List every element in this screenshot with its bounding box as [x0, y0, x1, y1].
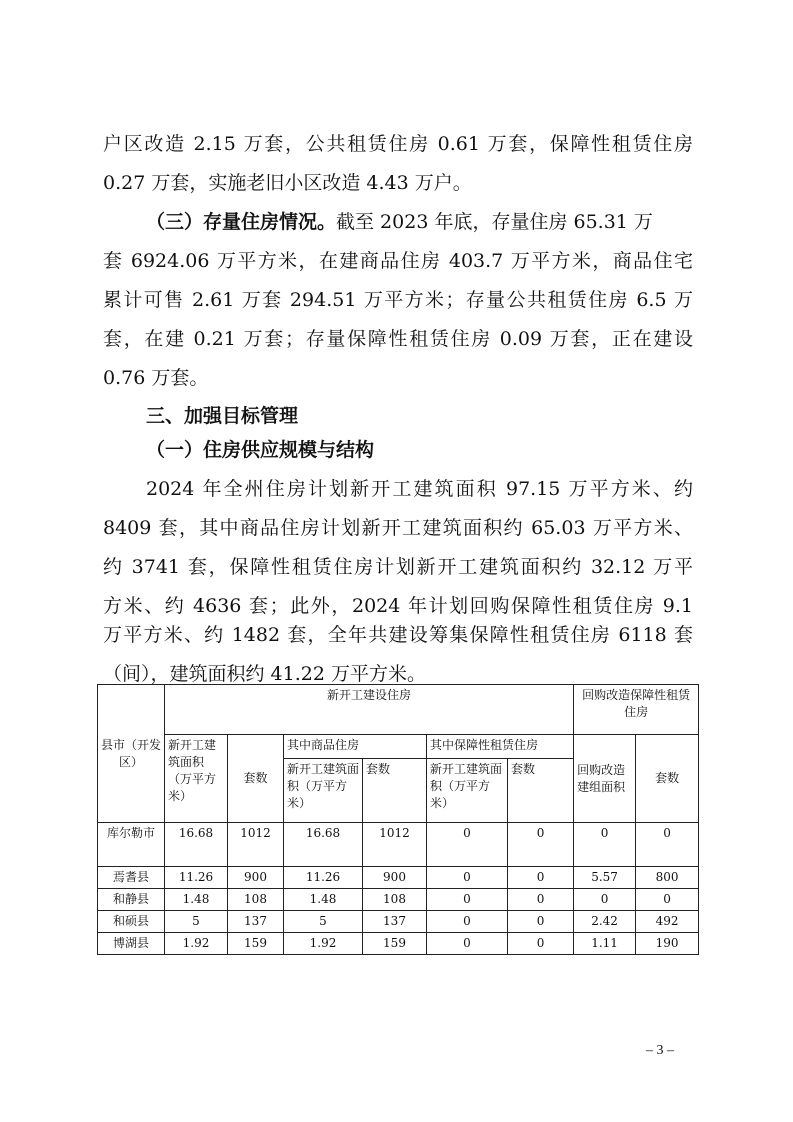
cell-commercial-area: 11.26 — [284, 867, 363, 889]
cell-buyback-area: 2.42 — [574, 911, 636, 933]
table-row — [98, 889, 699, 911]
header-rental-area: 新开工建筑面积（万平方米） — [427, 759, 508, 823]
paragraph-line: 2024 年全州住房计划新开工建筑面积 97.15 万平方米、约 — [146, 478, 693, 500]
paragraph-line: 8409 套，其中商品住房计划新开工建筑面积约 65.03 万平方米、 — [103, 517, 693, 539]
paragraph-line: 0.76 万套。 — [103, 367, 209, 389]
section-heading: 三、加强目标管理 — [146, 405, 299, 427]
cell-rental-area: 0 — [427, 911, 508, 933]
header-commercial: 其中商品住房 — [284, 735, 427, 759]
cell-buyback-units: 800 — [636, 867, 699, 889]
cell-area: 1.48 — [165, 889, 228, 911]
header-buyback: 回购改造保障性租赁住房 — [574, 685, 699, 735]
header-area-total: 新开工建筑面积（万平方米） — [165, 735, 228, 823]
cell-buyback-units: 190 — [636, 933, 699, 955]
cell-units: 1012 — [228, 823, 284, 867]
table-header-row — [98, 685, 699, 735]
subsection-label: （三）存量住房情况。 — [146, 211, 337, 233]
cell-rental-area: 0 — [427, 823, 508, 867]
cell-units: 159 — [228, 933, 284, 955]
header-buyback-area: 回购改造建组面积 — [574, 735, 636, 823]
paragraph-line: 套，在建 0.21 万套；存量保障性租赁住房 0.09 万套，正在建设 — [103, 328, 693, 350]
header-commercial-units: 套数 — [363, 759, 427, 823]
cell-county: 库尔勒市 — [98, 823, 165, 867]
table-row — [98, 933, 699, 955]
cell-rental-area: 0 — [427, 889, 508, 911]
cell-county: 焉耆县 — [98, 867, 165, 889]
paragraph-line: 累计可售 2.61 万套 294.51 万平方米；存量公共租赁住房 6.5 万 — [103, 289, 693, 311]
paragraph-line: 万平方米、约 1482 套，全年共建设筹集保障性租赁住房 6118 套 — [103, 624, 693, 646]
cell-commercial-units: 1012 — [363, 823, 427, 867]
cell-buyback-area: 0 — [574, 889, 636, 911]
paragraph-line: 套 6924.06 万平方米，在建商品住房 403.7 万平方米，商品住宅 — [103, 250, 693, 272]
cell-area: 5 — [165, 911, 228, 933]
header-county: 县市（开发区） — [98, 685, 165, 823]
cell-commercial-area: 1.48 — [284, 889, 363, 911]
table-row — [98, 867, 699, 889]
header-new-construction: 新开工建设住房 — [165, 685, 574, 735]
cell-county: 博湖县 — [98, 933, 165, 955]
paragraph-line — [146, 210, 693, 234]
housing-supply-table — [97, 684, 699, 955]
paragraph-line: 0.27 万套，实施老旧小区改造 4.43 万户。 — [103, 172, 472, 194]
cell-units: 108 — [228, 889, 284, 911]
cell-commercial-units: 108 — [363, 889, 427, 911]
cell-buyback-area: 0 — [574, 823, 636, 867]
cell-rental-units: 0 — [508, 889, 574, 911]
cell-commercial-area: 1.92 — [284, 933, 363, 955]
header-rental: 其中保障性租赁住房 — [427, 735, 574, 759]
table-header-row — [98, 735, 699, 759]
page-number: – 3 – — [646, 1043, 674, 1058]
cell-buyback-units: 492 — [636, 911, 699, 933]
cell-buyback-units: 0 — [636, 889, 699, 911]
cell-buyback-area: 5.57 — [574, 867, 636, 889]
paragraph-text: 截至 2023 年底，存量住房 65.31 万 — [336, 211, 653, 233]
paragraph-line: 约 3741 套，保障性租赁住房计划新开工建筑面积约 32.12 万平 — [103, 556, 693, 578]
paragraph-line: 户区改造 2.15 万套，公共租赁住房 0.61 万套，保障性租赁住房 — [103, 133, 693, 155]
header-buyback-units: 套数 — [636, 735, 699, 823]
cell-county: 和静县 — [98, 889, 165, 911]
cell-commercial-area: 16.68 — [284, 823, 363, 867]
cell-rental-area: 0 — [427, 933, 508, 955]
header-units: 套数 — [228, 735, 284, 823]
subsection-heading: （一）住房供应规模与结构 — [146, 439, 375, 461]
header-rental-units: 套数 — [508, 759, 574, 823]
cell-rental-units: 0 — [508, 933, 574, 955]
cell-commercial-units: 159 — [363, 933, 427, 955]
cell-units: 900 — [228, 867, 284, 889]
cell-county: 和硕县 — [98, 911, 165, 933]
cell-rental-units: 0 — [508, 823, 574, 867]
cell-buyback-area: 1.11 — [574, 933, 636, 955]
cell-rental-units: 0 — [508, 911, 574, 933]
cell-buyback-units: 0 — [636, 823, 699, 867]
cell-area: 16.68 — [165, 823, 228, 867]
header-commercial-area: 新开工建筑面积（万平方米） — [284, 759, 363, 823]
paragraph-line: （间），建筑面积约 41.22 万平方米。 — [103, 663, 426, 685]
cell-rental-area: 0 — [427, 867, 508, 889]
table-row — [98, 823, 699, 867]
cell-area: 11.26 — [165, 867, 228, 889]
cell-commercial-area: 5 — [284, 911, 363, 933]
cell-units: 137 — [228, 911, 284, 933]
cell-area: 1.92 — [165, 933, 228, 955]
table-row — [98, 911, 699, 933]
cell-commercial-units: 137 — [363, 911, 427, 933]
cell-commercial-units: 900 — [363, 867, 427, 889]
paragraph-line: 方米、约 4636 套；此外，2024 年计划回购保障性租赁住房 9.1 — [103, 595, 693, 617]
cell-rental-units: 0 — [508, 867, 574, 889]
